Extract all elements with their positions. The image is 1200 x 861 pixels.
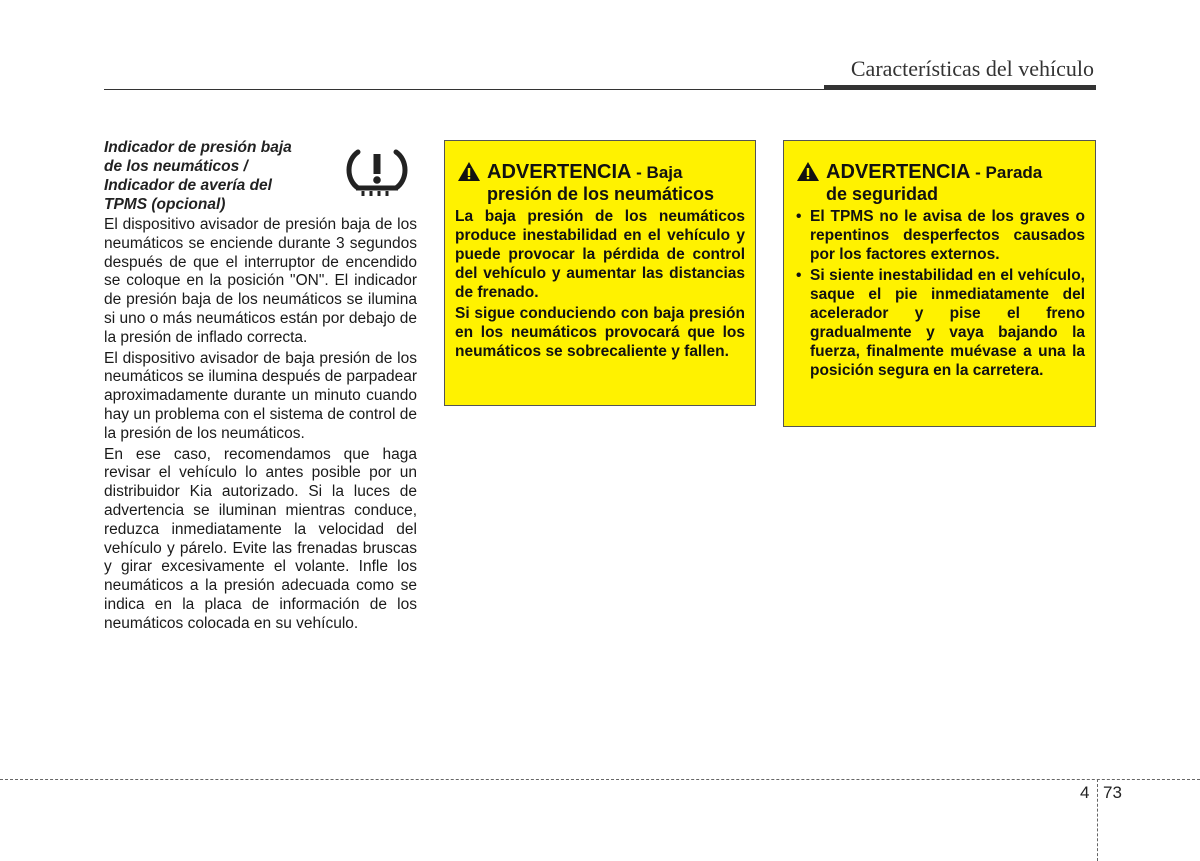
indicator-paragraph: El dispositivo avisador de presión baja de los neumáticos se enciende durante 3 segundos después de que el interruptor de encendido se coloque en la posición "ON". El indicador de presión baja de los neumáticos se ilumina si uno o más neumáticos están por debajo de la presión de inflado correcta. xyxy=(104,216,417,346)
warning-paragraph: Si sigue conduciendo con baja presión en los neumáticos provocará que los neumáticos se sobrecaliente y fallen. xyxy=(455,305,745,360)
header-rule-thick xyxy=(824,85,1096,90)
heading-line: de los neumáticos / xyxy=(104,158,248,175)
warning-triangle-icon xyxy=(796,161,820,182)
heading-line: TPMS (opcional) xyxy=(104,196,226,213)
indicator-paragraph: El dispositivo avisador de baja presión de los neumáticos se ilumina después de parpadear aproximadamente durante un minuto cuando hay un problema con el sistema de control de la presión de los neumáticos. xyxy=(104,349,417,442)
warning-box-low-pressure xyxy=(444,140,756,406)
heading-line: Indicador de avería del xyxy=(104,177,272,194)
indicator-heading xyxy=(104,138,329,214)
warning-title-cont: de seguridad xyxy=(826,184,939,204)
warning-list-item: • El TPMS no le avisa de los graves o repentinos desperfectos causados por los factores externos. xyxy=(794,207,1085,264)
warning-title-sub: - Parada xyxy=(970,163,1043,182)
warning-box-safe-stop xyxy=(783,140,1096,427)
indicator-section xyxy=(104,138,417,634)
heading-line: Indicador de presión baja xyxy=(104,139,292,156)
tpms-warning-icon xyxy=(336,140,418,200)
header-rule-thin xyxy=(104,89,824,90)
indicator-paragraph: En ese caso, recomendamos que haga revisar el vehículo lo antes posible por un distribuidor Kia autorizado. Si la luces de advertencia se iluminan mientras conduce, reduzca inmediatamente la velocidad del vehículo y párelo. Evite las frenadas bruscas y girar excesivamente el volante. Infle los neumáticos a la presión adecuada como se indica en la placa de información de los neumáticos colocada en su vehículo. xyxy=(104,445,417,632)
warning-list xyxy=(794,207,1085,380)
warning-title xyxy=(794,161,1085,205)
section-title: Características del vehículo xyxy=(850,56,1094,81)
footer-dashed-divider xyxy=(1097,779,1098,861)
warning-title-cont: presión de los neumáticos xyxy=(487,184,715,204)
warning-title-main: ADVERTENCIA xyxy=(487,161,632,183)
warning-title xyxy=(455,161,745,205)
warning-title-main: ADVERTENCIA xyxy=(826,161,971,183)
warning-triangle-icon xyxy=(457,161,481,182)
warning-list-item: • Si siente inestabilidad en el vehículo, saque el pie inmediatamente del acelerador y pise el freno gradualmente y vaya bajando la fuerza, finalmente muévase a una la posición segura en la carretera. xyxy=(794,266,1085,380)
warning-paragraph: La baja presión de los neumáticos produce inestabilidad en el vehículo y puede provocar la pérdida de control del vehículo y aumentar las distancias de frenado. xyxy=(455,208,745,301)
footer-dashed-rule xyxy=(0,779,1200,780)
page-number: 73 xyxy=(1103,783,1122,802)
chapter-number: 4 xyxy=(1080,783,1090,802)
warning-title-sub: - Baja xyxy=(631,163,683,182)
